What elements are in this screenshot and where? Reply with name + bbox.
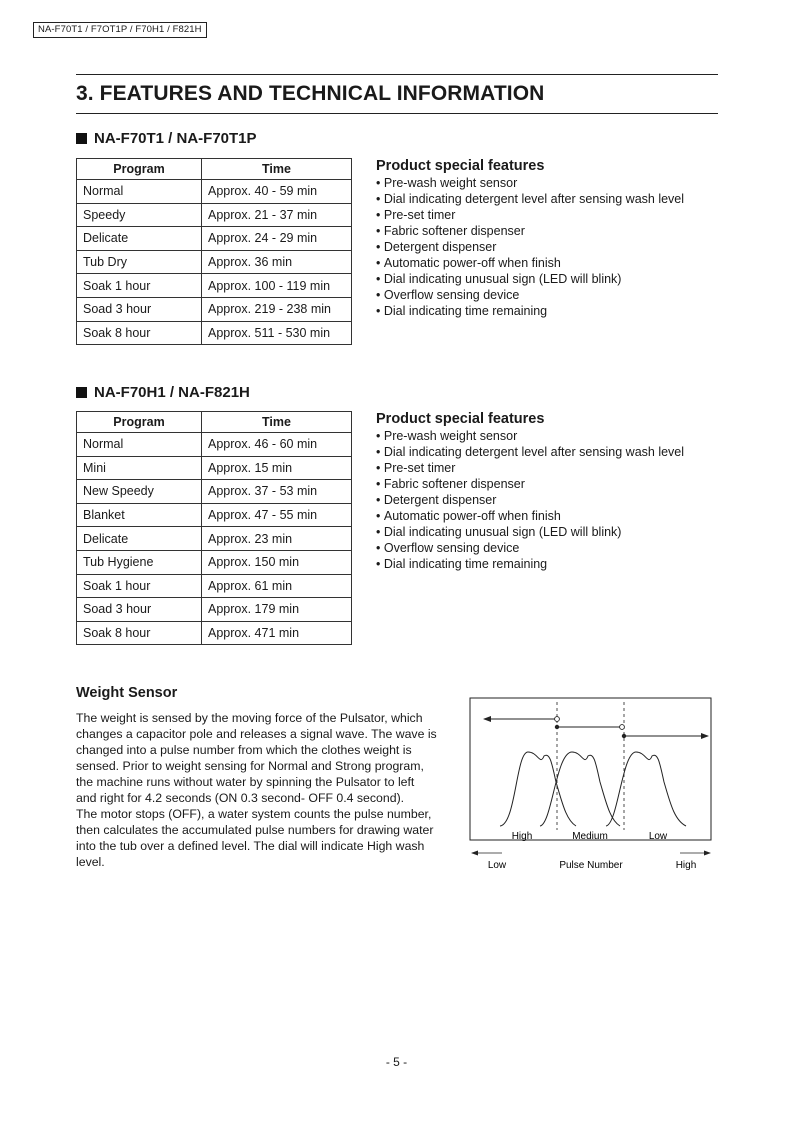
table-row xyxy=(77,456,352,480)
time-cell: Approx. 47 - 55 min xyxy=(202,503,352,527)
program-cell: Mini xyxy=(77,456,202,480)
time-cell: Approx. 40 - 59 min xyxy=(202,180,352,204)
program-cell: Delicate xyxy=(77,227,202,251)
table-row xyxy=(77,527,352,551)
time-cell: Approx. 150 min xyxy=(202,550,352,574)
features-list xyxy=(376,428,736,572)
table-header-row xyxy=(77,412,352,433)
feature-item: • Pre-set timer xyxy=(376,460,736,476)
feature-item: • Detergent dispenser xyxy=(376,492,736,508)
table-row xyxy=(77,433,352,457)
program-cell: Blanket xyxy=(77,503,202,527)
page-number: - 5 - xyxy=(385,1055,408,1069)
program-cell: Speedy xyxy=(77,203,202,227)
feature-item: • Dial indicating unusual sign (LED will blink) xyxy=(376,271,736,287)
feature-item: • Dial indicating time remaining xyxy=(376,303,736,319)
table-row xyxy=(77,550,352,574)
table-row xyxy=(77,598,352,622)
time-cell: Approx. 471 min xyxy=(202,621,352,645)
curve-label-low: Low xyxy=(648,831,668,842)
features-title: Product special features xyxy=(376,158,545,174)
feature-item: • Overflow sensing device xyxy=(376,540,736,556)
time-cell: Approx. 179 min xyxy=(202,598,352,622)
weight-sensor-title: Weight Sensor xyxy=(76,685,178,701)
axis-label-high: High xyxy=(675,860,697,871)
time-cell: Approx. 511 - 530 min xyxy=(202,321,352,345)
weight-sensor-text xyxy=(76,710,438,870)
table-row xyxy=(77,274,352,298)
feature-item: • Automatic power-off when finish xyxy=(376,255,736,271)
program-cell: Normal xyxy=(77,433,202,457)
arrow-left-icon xyxy=(483,716,491,722)
feature-item: • Detergent dispenser xyxy=(376,239,736,255)
time-cell: Approx. 21 - 37 min xyxy=(202,203,352,227)
feature-item: • Automatic power-off when finish xyxy=(376,508,736,524)
feature-item: • Pre-wash weight sensor xyxy=(376,428,736,444)
curve-label-high: High xyxy=(511,831,533,842)
time-cell: Approx. 15 min xyxy=(202,456,352,480)
feature-item: • Fabric softener dispenser xyxy=(376,223,736,239)
table-row xyxy=(77,503,352,527)
model-heading-1 xyxy=(76,130,257,147)
feature-item: • Dial indicating detergent level after sensing wash level xyxy=(376,191,736,207)
table-row xyxy=(77,621,352,645)
axis-label-low: Low xyxy=(487,860,507,871)
features-list xyxy=(376,175,736,319)
low-distribution-curve xyxy=(606,752,686,826)
time-cell: Approx. 37 - 53 min xyxy=(202,480,352,504)
feature-item: • Dial indicating time remaining xyxy=(376,556,736,572)
model-heading-label: NA-F70H1 / NA-F821H xyxy=(94,384,250,401)
arrow-right-icon xyxy=(704,851,711,856)
features-block-2 xyxy=(376,411,736,572)
program-cell: Soak 1 hour xyxy=(77,574,202,598)
filled-dot xyxy=(555,725,559,729)
time-cell: Approx. 23 min xyxy=(202,527,352,551)
program-cell: Delicate xyxy=(77,527,202,551)
table-row xyxy=(77,321,352,345)
table-row xyxy=(77,250,352,274)
table-row xyxy=(77,297,352,321)
program-cell: Soad 3 hour xyxy=(77,297,202,321)
square-bullet-icon xyxy=(76,133,87,144)
arrow-left-icon xyxy=(471,851,478,856)
square-bullet-icon xyxy=(76,387,87,398)
feature-item: • Dial indicating detergent level after sensing wash level xyxy=(376,444,736,460)
high-distribution-curve xyxy=(500,752,576,826)
time-cell: Approx. 36 min xyxy=(202,250,352,274)
program-table-1 xyxy=(76,158,352,345)
features-block-1 xyxy=(376,158,736,319)
program-cell: Soad 3 hour xyxy=(77,598,202,622)
title-rule-bottom xyxy=(76,113,718,114)
model-heading-2 xyxy=(76,384,250,401)
program-cell: New Speedy xyxy=(77,480,202,504)
program-cell: Soak 1 hour xyxy=(77,274,202,298)
table-header-row xyxy=(77,159,352,180)
time-cell: Approx. 100 - 119 min xyxy=(202,274,352,298)
title-rule-top xyxy=(76,74,718,75)
model-heading-label: NA-F70T1 / NA-F70T1P xyxy=(94,130,257,147)
time-cell: Approx. 61 min xyxy=(202,574,352,598)
column-header-time: Time xyxy=(202,159,352,180)
program-table-2 xyxy=(76,411,352,645)
feature-item: • Dial indicating unusual sign (LED will blink) xyxy=(376,524,736,540)
table-row xyxy=(77,227,352,251)
model-tag: NA-F70T1 / F7OT1P / F70H1 / F821H xyxy=(33,22,207,38)
program-cell: Tub Dry xyxy=(77,250,202,274)
section-title: 3. FEATURES AND TECHNICAL INFORMATION xyxy=(76,82,545,105)
table-row xyxy=(77,180,352,204)
feature-item: • Pre-set timer xyxy=(376,207,736,223)
axis-title: Pulse Number xyxy=(559,860,623,871)
weight-sensor-paragraph: The weight is sensed by the moving force of the Pulsator, which changes a capacitor pole and releases a signal wave. The wave is changed into a pulse number from which the clothes weight is sensed. Prior to weight sensing for Normal and Strong program, the machine runs without water by spinning the Pulsator to left and right for 4.2 seconds (ON 0.3 second- OFF 0.4 second). xyxy=(76,711,437,805)
program-cell: Soak 8 hour xyxy=(77,321,202,345)
table-row xyxy=(77,203,352,227)
arrow-right-icon xyxy=(701,733,709,739)
time-cell: Approx. 219 - 238 min xyxy=(202,297,352,321)
table-row xyxy=(77,574,352,598)
column-header-time: Time xyxy=(202,412,352,433)
features-title: Product special features xyxy=(376,411,545,427)
column-header-program: Program xyxy=(77,159,202,180)
feature-item: • Overflow sensing device xyxy=(376,287,736,303)
time-cell: Approx. 46 - 60 min xyxy=(202,433,352,457)
curve-label-medium: Medium xyxy=(572,831,608,842)
weight-sensor-paragraph: The motor stops (OFF), a water system counts the pulse number, then calculates the accumulated pulse numbers for drawing water into the tub over a defined level. The dial will indicate High wash level. xyxy=(76,807,434,869)
pulse-number-diagram xyxy=(464,692,724,877)
program-cell: Tub Hygiene xyxy=(77,550,202,574)
open-dot xyxy=(620,725,625,730)
open-dot xyxy=(555,717,560,722)
feature-item: • Pre-wash weight sensor xyxy=(376,175,736,191)
program-cell: Normal xyxy=(77,180,202,204)
filled-dot xyxy=(622,734,626,738)
program-cell: Soak 8 hour xyxy=(77,621,202,645)
column-header-program: Program xyxy=(77,412,202,433)
table-row xyxy=(77,480,352,504)
time-cell: Approx. 24 - 29 min xyxy=(202,227,352,251)
feature-item: • Fabric softener dispenser xyxy=(376,476,736,492)
